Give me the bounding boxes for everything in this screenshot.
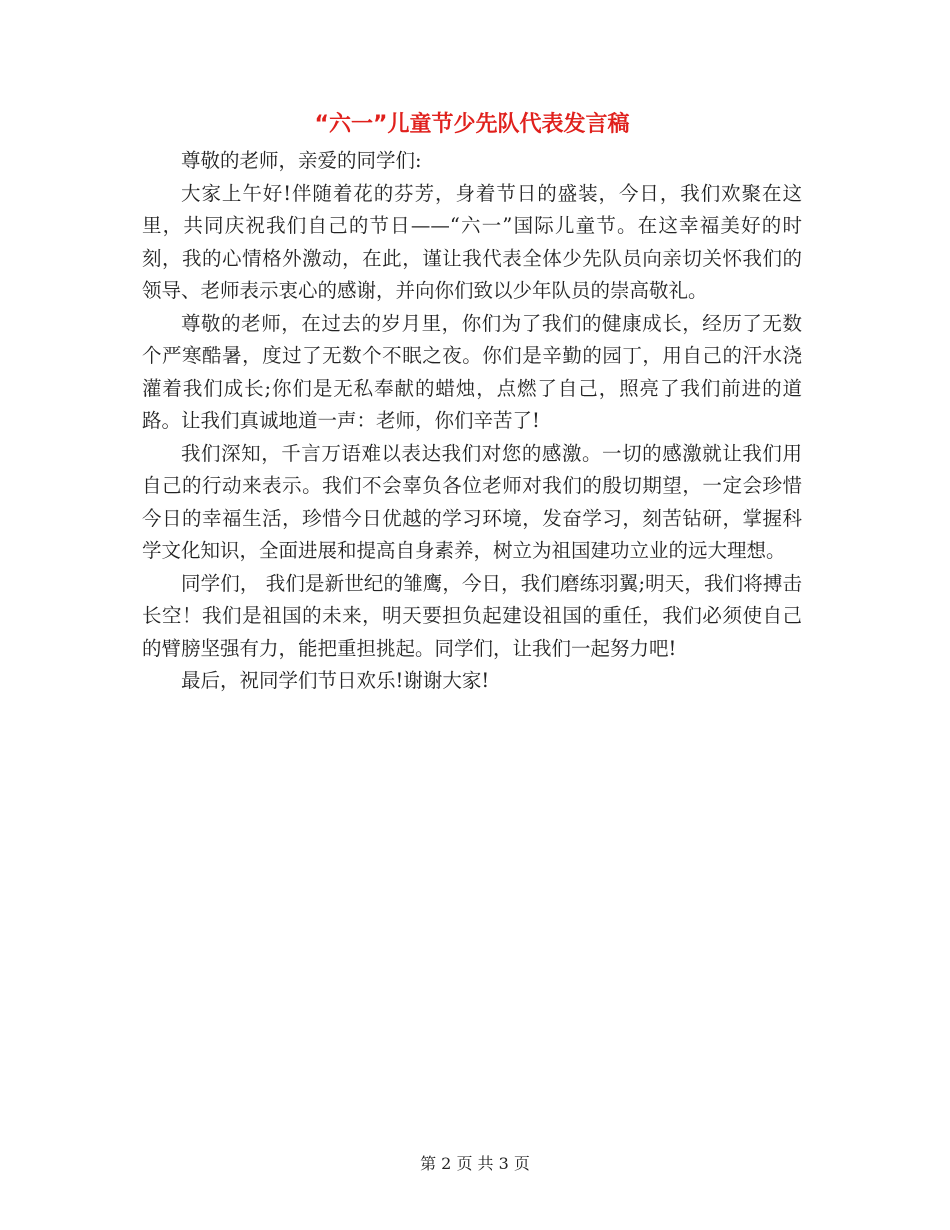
page-number-footer: 第 2 页 共 3 页 xyxy=(420,1154,530,1173)
greeting-paragraph: 大家上午好!伴随着花的芬芳，身着节日的盛装，今日，我们欢聚在这里，共同庆祝我们自己的节日——“六一”国际儿童节。在这幸福美好的时刻，我的心情格外激动，在此，谨让我代表全体少先队员向亲切关怀我们的领导、老师表示衷心的感谢，并向你们致以少年队员的崇高敬礼。 xyxy=(142,181,802,302)
commitment-paragraph: 我们深知，千言万语难以表达我们对您的感激。一切的感激就让我们用自己的行动来表示。我们不会辜负各位老师对我们的殷切期望，一定会珍惜今日的幸福生活，珍惜今日优越的学习环境，发奋学习，刻苦钻研，掌握科学文化知识，全面进展和提高自身素养，树立为祖国建功立业的远大理想。 xyxy=(142,441,802,562)
teachers-thanks-paragraph: 尊敬的老师，在过去的岁月里，你们为了我们的健康成长，经历了无数个严寒酷暑，度过了无数个不眠之夜。你们是辛勤的园丁，用自己的汗水浇灌着我们成长;你们是无私奉献的蜡烛，点燃了自己，照亮了我们前进的道路。让我们真诚地道一声：老师，你们辛苦了! xyxy=(142,311,802,432)
closing-paragraph: 最后，祝同学们节日欢乐!谢谢大家! xyxy=(181,669,490,692)
document-body xyxy=(142,145,802,698)
document-title: “六一”儿童节少先队代表发言稿 xyxy=(314,112,630,137)
salutation-paragraph: 尊敬的老师，亲爱的同学们: xyxy=(181,149,422,172)
classmates-paragraph: 同学们， 我们是新世纪的雏鹰，今日，我们磨练羽翼;明天，我们将搏击长空！我们是祖国的未来，明天要担负起建设祖国的重任，我们必须使自己的臂膀坚强有力，能把重担挑起。同学们，让我们一起努力吧! xyxy=(142,571,802,660)
